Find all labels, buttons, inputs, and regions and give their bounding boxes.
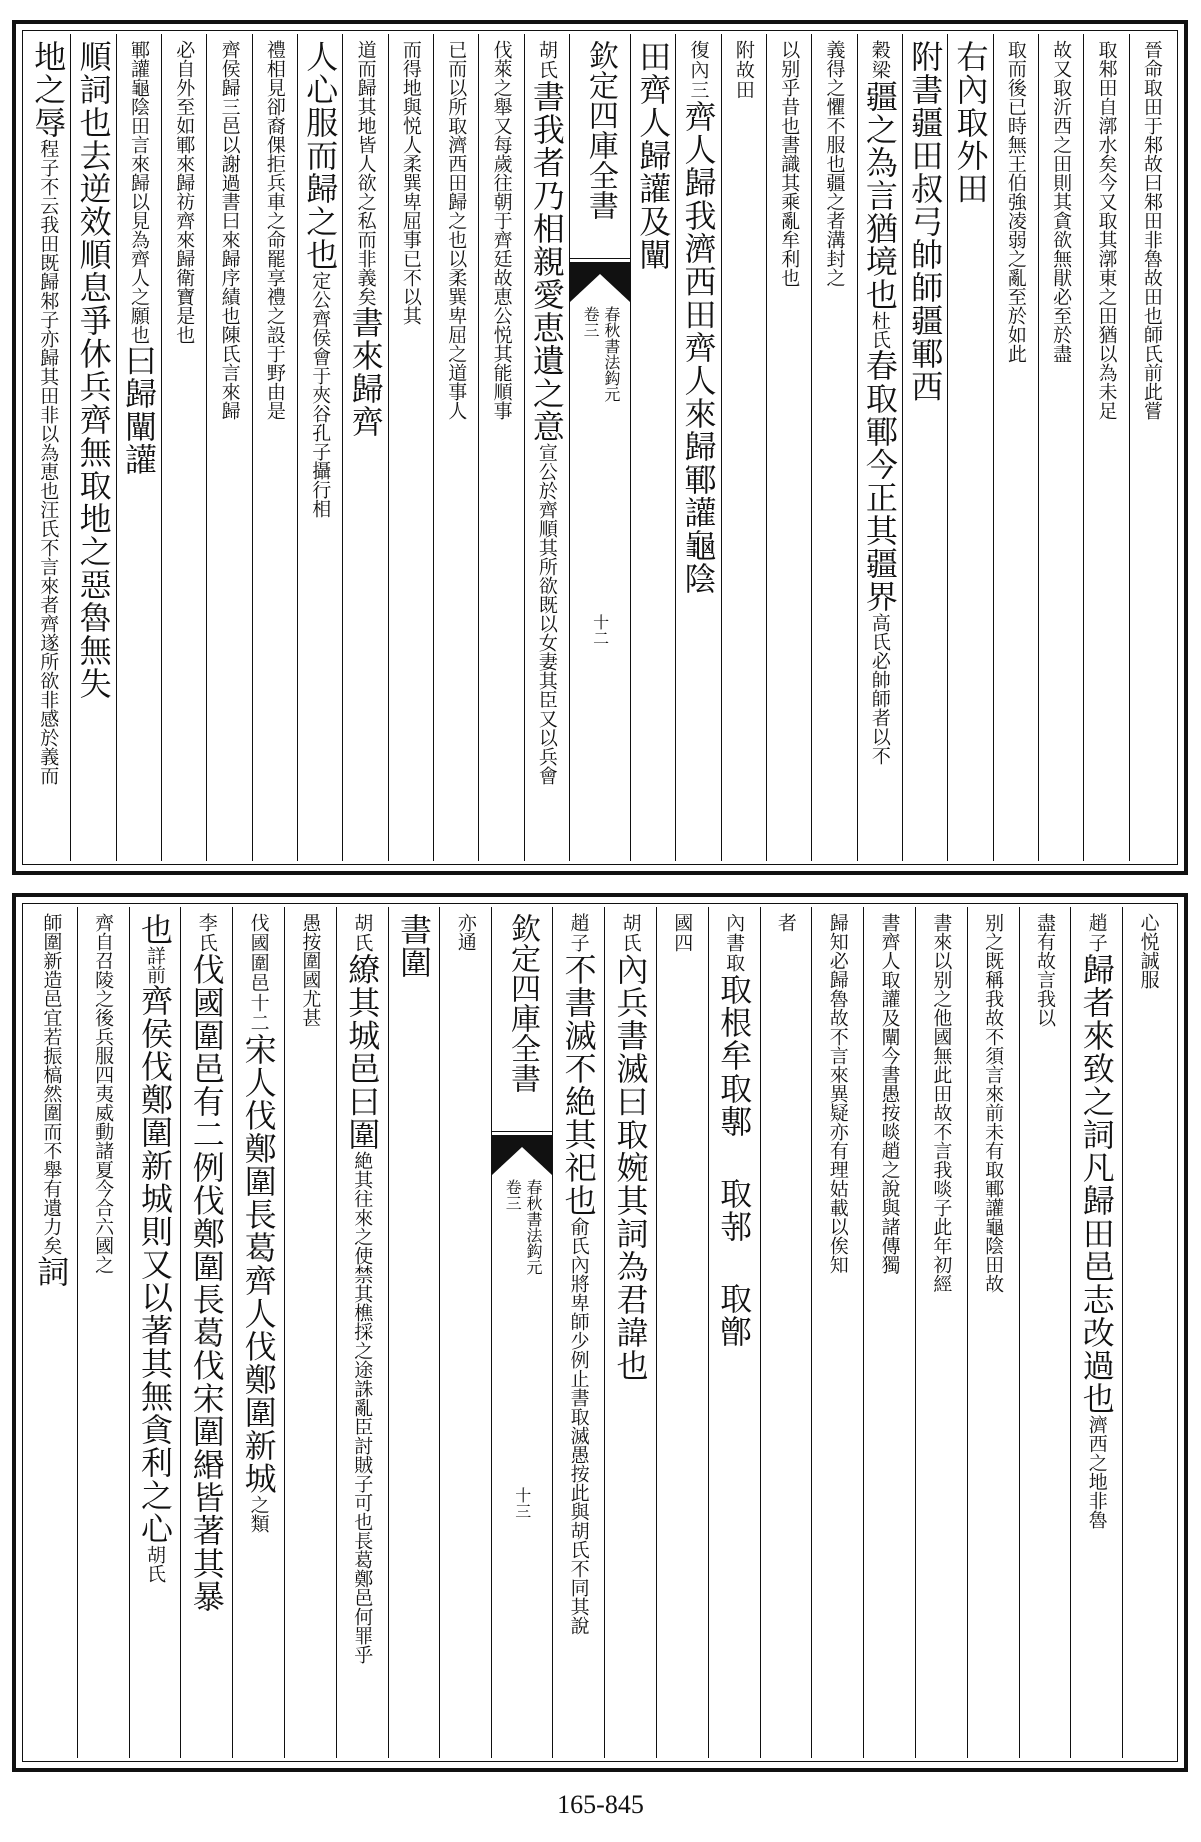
- column-commentary: 高氏必帥師者以不: [868, 613, 891, 765]
- text-column: [604, 907, 656, 1758]
- fish-tail-mark-icon: [492, 1135, 552, 1175]
- column-text: [822, 907, 854, 1758]
- column-text: [74, 34, 113, 861]
- column-text: [29, 34, 68, 861]
- column-text: [611, 907, 650, 1758]
- column-lead-note: 復內三: [687, 40, 710, 100]
- column-text: [977, 907, 1009, 1758]
- column-commentary: 伐萊之舉又每歲往朝于齊廷故恵公悦其能順事: [490, 40, 513, 420]
- text-column: [766, 34, 811, 861]
- text-column: [1019, 907, 1071, 1758]
- column-text: [874, 907, 906, 1758]
- column-commentary: 以别乎昔也書識其乘亂牟利也: [778, 40, 801, 287]
- lower-leaf: [12, 893, 1188, 1772]
- column-main-text: 疆之為言猶境也: [860, 80, 899, 311]
- column-main-text: 宋人伐鄭圍長葛: [239, 1033, 278, 1264]
- text-column: [284, 907, 336, 1758]
- text-column: [524, 34, 569, 861]
- column-commentary: 杜氏: [868, 311, 891, 349]
- text-column: [993, 34, 1038, 861]
- column-main-text: 內兵書滅曰取婉其詞為君諱也: [611, 953, 650, 1382]
- column-lead-note: 趙子: [1085, 913, 1108, 953]
- column-text: [32, 907, 71, 1758]
- column-text: [773, 34, 805, 861]
- column-main-text: 田: [634, 40, 673, 73]
- column-text: [1077, 907, 1116, 1758]
- text-column: [116, 34, 161, 861]
- column-text: [395, 34, 427, 861]
- column-main-text: 伐國圍邑有二例伐鄭圍長葛伐宋圍緡皆著其暴: [187, 953, 226, 1613]
- text-column: [1122, 907, 1174, 1758]
- column-main-text: 齊人歸我濟西田: [679, 100, 718, 331]
- banner-juan: 卷三: [581, 306, 601, 338]
- banner-book-info: [492, 1179, 552, 1275]
- text-column: [439, 907, 491, 1758]
- banner-title: 欽定四庫全書: [505, 913, 540, 1093]
- text-column: [1083, 34, 1128, 861]
- folio-number: 十二: [590, 614, 610, 646]
- column-text: [135, 907, 174, 1758]
- column-text: [440, 34, 472, 861]
- column-text: [679, 34, 718, 861]
- column-commentary: 禮相見卻裔倮拒兵車之命罷享禮之設于野由是: [263, 40, 286, 420]
- column-commentary: 程子不云我田既歸邾子亦歸其田非以為: [37, 139, 60, 462]
- page-number: 165-845: [557, 1790, 644, 1819]
- text-column: [811, 907, 863, 1758]
- column-main-text: 曰歸闡讙: [119, 344, 158, 476]
- column-main-text: 順詞也去逆效順息爭休兵齊無取地之惡魯無失: [74, 40, 113, 700]
- text-column: [721, 34, 766, 861]
- banner-book-title: 春秋書法鈎元: [601, 306, 621, 402]
- column-text: [294, 907, 326, 1758]
- text-column: [26, 34, 70, 861]
- text-column: [760, 907, 812, 1758]
- column-commentary: 必自外至如鄆來歸祊齊來歸衛寶是也: [173, 40, 196, 344]
- column-text: [925, 907, 957, 1758]
- column-text: [486, 34, 518, 861]
- column-text: [301, 34, 340, 861]
- text-column: [967, 907, 1019, 1758]
- text-column: [180, 907, 232, 1758]
- column-commentary: 齊自召陵之後兵服四夷威動諸夏今合六國之: [92, 913, 115, 1274]
- column-commentary: 者: [774, 913, 797, 932]
- column-main-text: 不書滅不絶其祀也: [559, 953, 598, 1217]
- banner-title-box: [492, 907, 552, 1132]
- column-commentary: 取邾田自漷水矣今又取其漷東之田猶以為未足: [1095, 40, 1118, 420]
- column-main-text: 書來歸齊: [346, 306, 385, 438]
- text-column: [297, 34, 342, 861]
- column-lead-note: 伐國圍邑十二: [247, 913, 270, 1033]
- centre-banner: [569, 34, 630, 861]
- column-commentary: 故又取沂西之田則其貪欲無猒必至於盡: [1050, 40, 1073, 363]
- text-column: [1070, 907, 1122, 1758]
- column-commentary: 定公齊侯會于夾谷孔子攝行相: [309, 271, 332, 518]
- column-commentary: 而得地與悦人柔巽卑屈事已不以其: [399, 40, 422, 325]
- column-commentary: 亦通: [454, 913, 477, 951]
- column-text: [1091, 34, 1123, 861]
- column-main-text: 齊人伐鄭圍新城: [239, 1264, 278, 1495]
- column-text: [214, 34, 246, 861]
- column-commentary: 俞氏內將卑師少例止書取: [567, 1217, 590, 1426]
- folio-number: 十三: [512, 1487, 532, 1519]
- text-column: [947, 34, 992, 861]
- text-column: [161, 34, 206, 861]
- banner-juan: 卷三: [503, 1179, 523, 1211]
- text-column: [206, 34, 251, 861]
- text-column: [252, 34, 297, 861]
- column-commentary: 以女妻其臣又以兵會: [535, 614, 558, 785]
- column-lead-note: 附故田: [732, 40, 755, 100]
- centre-banner: [491, 907, 552, 1758]
- column-lead-note: 國四: [671, 913, 694, 953]
- text-column: [433, 34, 478, 861]
- text-column: [552, 907, 604, 1758]
- text-column: [863, 907, 915, 1758]
- text-column: [902, 34, 947, 861]
- column-text: [343, 907, 382, 1758]
- text-column: [70, 34, 115, 861]
- column-commentary: 取而後已時無王伯強凌弱之亂至於如此: [1004, 40, 1027, 363]
- column-text: [1000, 34, 1032, 861]
- column-commentary: 濟西之地非魯: [1085, 1415, 1108, 1529]
- column-lead-note: 胡氏: [351, 913, 374, 953]
- column-main-text: 取根牟: [715, 973, 754, 1072]
- column-main-text: 春取鄆今正其疆界: [860, 349, 899, 613]
- column-main-text: 取鄟 取邿 取鄫: [715, 1072, 754, 1348]
- text-column: [1038, 34, 1083, 861]
- column-main-text: 齊人來歸鄆讙龜陰: [679, 331, 718, 595]
- column-commentary: 晉命取田于邾故曰邾田非魯故田也師氏前此嘗: [1140, 40, 1163, 420]
- column-commentary: 歸知必歸魯故不言來: [826, 913, 849, 1084]
- column-commentary: 書來以别之他國無此田故不言我啖子此年初經: [930, 913, 953, 1293]
- column-lead-note: 胡氏: [619, 913, 642, 953]
- column-commentary: 臣討賊子可也長葛鄭邑何罪乎: [351, 1417, 374, 1664]
- column-commentary: 滅愚按此與胡氏不同其說: [567, 1426, 590, 1635]
- column-commentary: 道而歸其地皆人欲之私而非義矣: [354, 40, 377, 306]
- column-text: [119, 34, 158, 861]
- column-commentary: 愚按圍國尤甚: [299, 913, 322, 1027]
- column-commentary: 異疑亦有理姑載以俟知: [826, 1084, 849, 1274]
- column-lead-note: 趙子: [567, 913, 590, 953]
- column-commentary: 已而以所取濟西田歸之也以柔巽卑屈之道事人: [445, 40, 468, 420]
- column-text: [860, 34, 899, 861]
- text-column: [388, 907, 440, 1758]
- column-text: [1045, 34, 1077, 861]
- column-text: [1136, 34, 1168, 861]
- column-text: [951, 34, 990, 861]
- text-column: [232, 907, 284, 1758]
- column-main-text: 書我者乃相親愛恵遺之意: [527, 80, 566, 443]
- column-lead-note: 內書取: [723, 913, 746, 973]
- column-text: [1133, 907, 1165, 1758]
- text-column: [26, 907, 77, 1758]
- column-commentary: 恵也汪氏不言來者齊遂所欲非感於義而: [37, 462, 60, 785]
- banner-folio: [570, 614, 630, 646]
- column-main-text: 繚其城邑曰圍: [343, 953, 382, 1151]
- column-text: [666, 907, 698, 1758]
- column-main-text: 書圍: [395, 913, 434, 979]
- text-column: [630, 34, 675, 861]
- text-column: [656, 907, 708, 1758]
- column-commentary: 義得之懼不服也疆之者溝封之: [823, 40, 846, 287]
- column-main-text: 齊侯伐鄭圍新城則又以著其無貪利之心: [135, 984, 174, 1545]
- column-text: [634, 34, 673, 861]
- lower-leaf-columns: [26, 907, 1174, 1758]
- column-commentary: 師圍新造邑宜若振槁然圍而不舉有遺力矣: [40, 913, 63, 1255]
- text-column: [342, 34, 387, 861]
- column-main-text: 附書疆田叔弓帥師疆鄆西: [906, 40, 945, 403]
- text-column: [478, 34, 523, 861]
- column-commentary: 盡有故言我以: [1033, 913, 1056, 1027]
- text-column: [675, 34, 720, 861]
- column-text: [906, 34, 945, 861]
- column-lead-note: 胡氏: [535, 40, 558, 80]
- banner-folio: [492, 1487, 552, 1519]
- column-text: [450, 907, 482, 1758]
- column-commentary: 别之既稱我故不須言來前未有取鄆讙龜陰田故: [982, 913, 1005, 1293]
- column-text: [728, 34, 760, 861]
- text-column: [1129, 34, 1174, 861]
- upper-leaf: [12, 20, 1188, 875]
- banner-title-box: [570, 34, 630, 259]
- text-column: [129, 907, 181, 1758]
- column-main-text: 地之辱: [29, 40, 68, 139]
- banner-book-title: 春秋書法鈎元: [524, 1179, 544, 1275]
- banner-book-info: [570, 306, 630, 402]
- column-text: [770, 907, 802, 1758]
- text-column: [708, 907, 760, 1758]
- column-commentary: 胡氏: [143, 1545, 166, 1583]
- column-text: [819, 34, 851, 861]
- column-text: [559, 907, 598, 1758]
- column-main-text: 齊人歸讙及闡: [634, 73, 673, 271]
- column-text: [259, 34, 291, 861]
- column-text: [395, 907, 434, 1758]
- column-main-text: 人心服而歸之也: [301, 40, 340, 271]
- column-commentary: 絶其往來之使禁其樵採之途誅亂: [351, 1151, 374, 1417]
- column-text: [527, 34, 566, 861]
- column-text: [346, 34, 385, 861]
- text-column: [857, 34, 902, 861]
- column-lead-note: 穀梁: [868, 40, 891, 80]
- column-commentary: 詳前: [143, 946, 166, 984]
- banner-title: 欽定四庫全書: [582, 40, 618, 220]
- column-commentary: 愚按啖趙之說與諸傳獨: [878, 1084, 901, 1274]
- column-text: [87, 907, 119, 1758]
- column-text: [715, 907, 754, 1758]
- column-main-text: 歸者來致之詞凡歸田邑志改過也: [1077, 953, 1116, 1415]
- column-main-text: 右內取外田: [951, 40, 990, 205]
- text-column: [77, 907, 129, 1758]
- column-main-text: 也: [135, 913, 174, 946]
- column-text: [1029, 907, 1061, 1758]
- column-commentary: 書齊人取讙及闡今書: [878, 913, 901, 1084]
- column-commentary: 之類: [247, 1495, 270, 1533]
- column-lead-note: 李氏: [195, 913, 218, 953]
- column-commentary: 鄆讙龜陰田言來歸以見為齊人之願也: [127, 40, 150, 344]
- column-commentary: 心悦誠服: [1137, 913, 1160, 989]
- column-text: [187, 907, 226, 1758]
- text-column: [336, 907, 388, 1758]
- upper-leaf-columns: [26, 34, 1174, 861]
- column-commentary: 齊侯歸三邑以謝過書曰來歸序績也陳氏言來歸: [218, 40, 241, 420]
- column-main-text: 詞: [32, 1255, 71, 1288]
- fish-tail-mark-icon: [570, 262, 630, 302]
- text-column: [388, 34, 433, 861]
- column-commentary: 宣公於齊順其所欲既: [535, 443, 558, 614]
- column-text: [239, 907, 278, 1758]
- column-text: [168, 34, 200, 861]
- text-column: [915, 907, 967, 1758]
- text-column: [811, 34, 856, 861]
